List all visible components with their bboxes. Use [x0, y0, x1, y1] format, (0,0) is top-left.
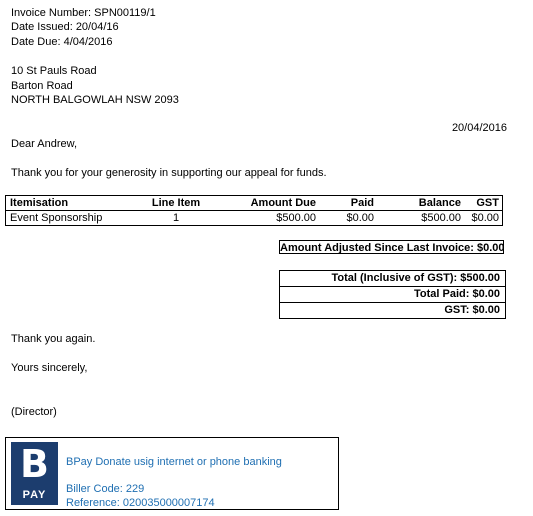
bpay-logo [11, 442, 58, 505]
signatory: (Director) [11, 406, 57, 418]
items-table-header [6, 196, 502, 211]
amount-adjusted-box: Amount Adjusted Since Last Invoice: $0.00 [280, 242, 505, 254]
header-paid: Paid [350, 196, 374, 209]
bpay-reference: Reference: 020035000007174 [66, 497, 215, 509]
total-inclusive-gst: Total (Inclusive of GST): $500.00 [331, 272, 500, 284]
cell-balance: $500.00 [421, 211, 461, 224]
cell-line-item: 1 [172, 211, 180, 224]
date-due: Date Due: 4/04/2016 [11, 36, 113, 48]
address-line-3: NORTH BALGOWLAH NSW 2093 [11, 94, 179, 106]
invoice-number: Invoice Number: SPN00119/1 [11, 7, 156, 19]
bpay-heading: BPay Donate usig internet or phone banking [66, 456, 282, 468]
table-row [6, 211, 502, 225]
total-gst: GST: $0.00 [280, 302, 505, 318]
bpay-box [5, 437, 339, 510]
totals-box [279, 270, 506, 319]
closing-yours: Yours sincerely, [11, 362, 88, 374]
header-amount-due: Amount Due [250, 196, 316, 209]
header-balance: Balance [418, 196, 461, 209]
intro-text: Thank you for your generosity in supporting our appeal for funds. [11, 167, 327, 179]
cell-itemisation: Event Sponsorship [10, 211, 103, 224]
bpay-logo-text: PAY [22, 489, 47, 501]
items-table [5, 195, 503, 226]
salutation: Dear Andrew, [11, 138, 78, 150]
closing-thanks: Thank you again. [11, 333, 96, 345]
total-paid: Total Paid: $0.00 [280, 286, 505, 302]
cell-gst: $0.00 [471, 211, 499, 224]
bpay-logo-letter: B [20, 442, 49, 486]
header-line-item: Line Item [151, 196, 201, 209]
address-line-2: Barton Road [11, 80, 73, 92]
header-gst: GST [476, 196, 499, 209]
cell-paid: $0.00 [346, 211, 374, 224]
date-issued: Date Issued: 20/04/16 [11, 21, 119, 33]
header-itemisation: Itemisation [10, 196, 69, 209]
cell-amount-due: $500.00 [276, 211, 316, 224]
letter-date: 20/04/2016 [451, 122, 507, 134]
address-line-1: 10 St Pauls Road [11, 65, 97, 77]
bpay-biller-code: Biller Code: 229 [66, 483, 145, 495]
